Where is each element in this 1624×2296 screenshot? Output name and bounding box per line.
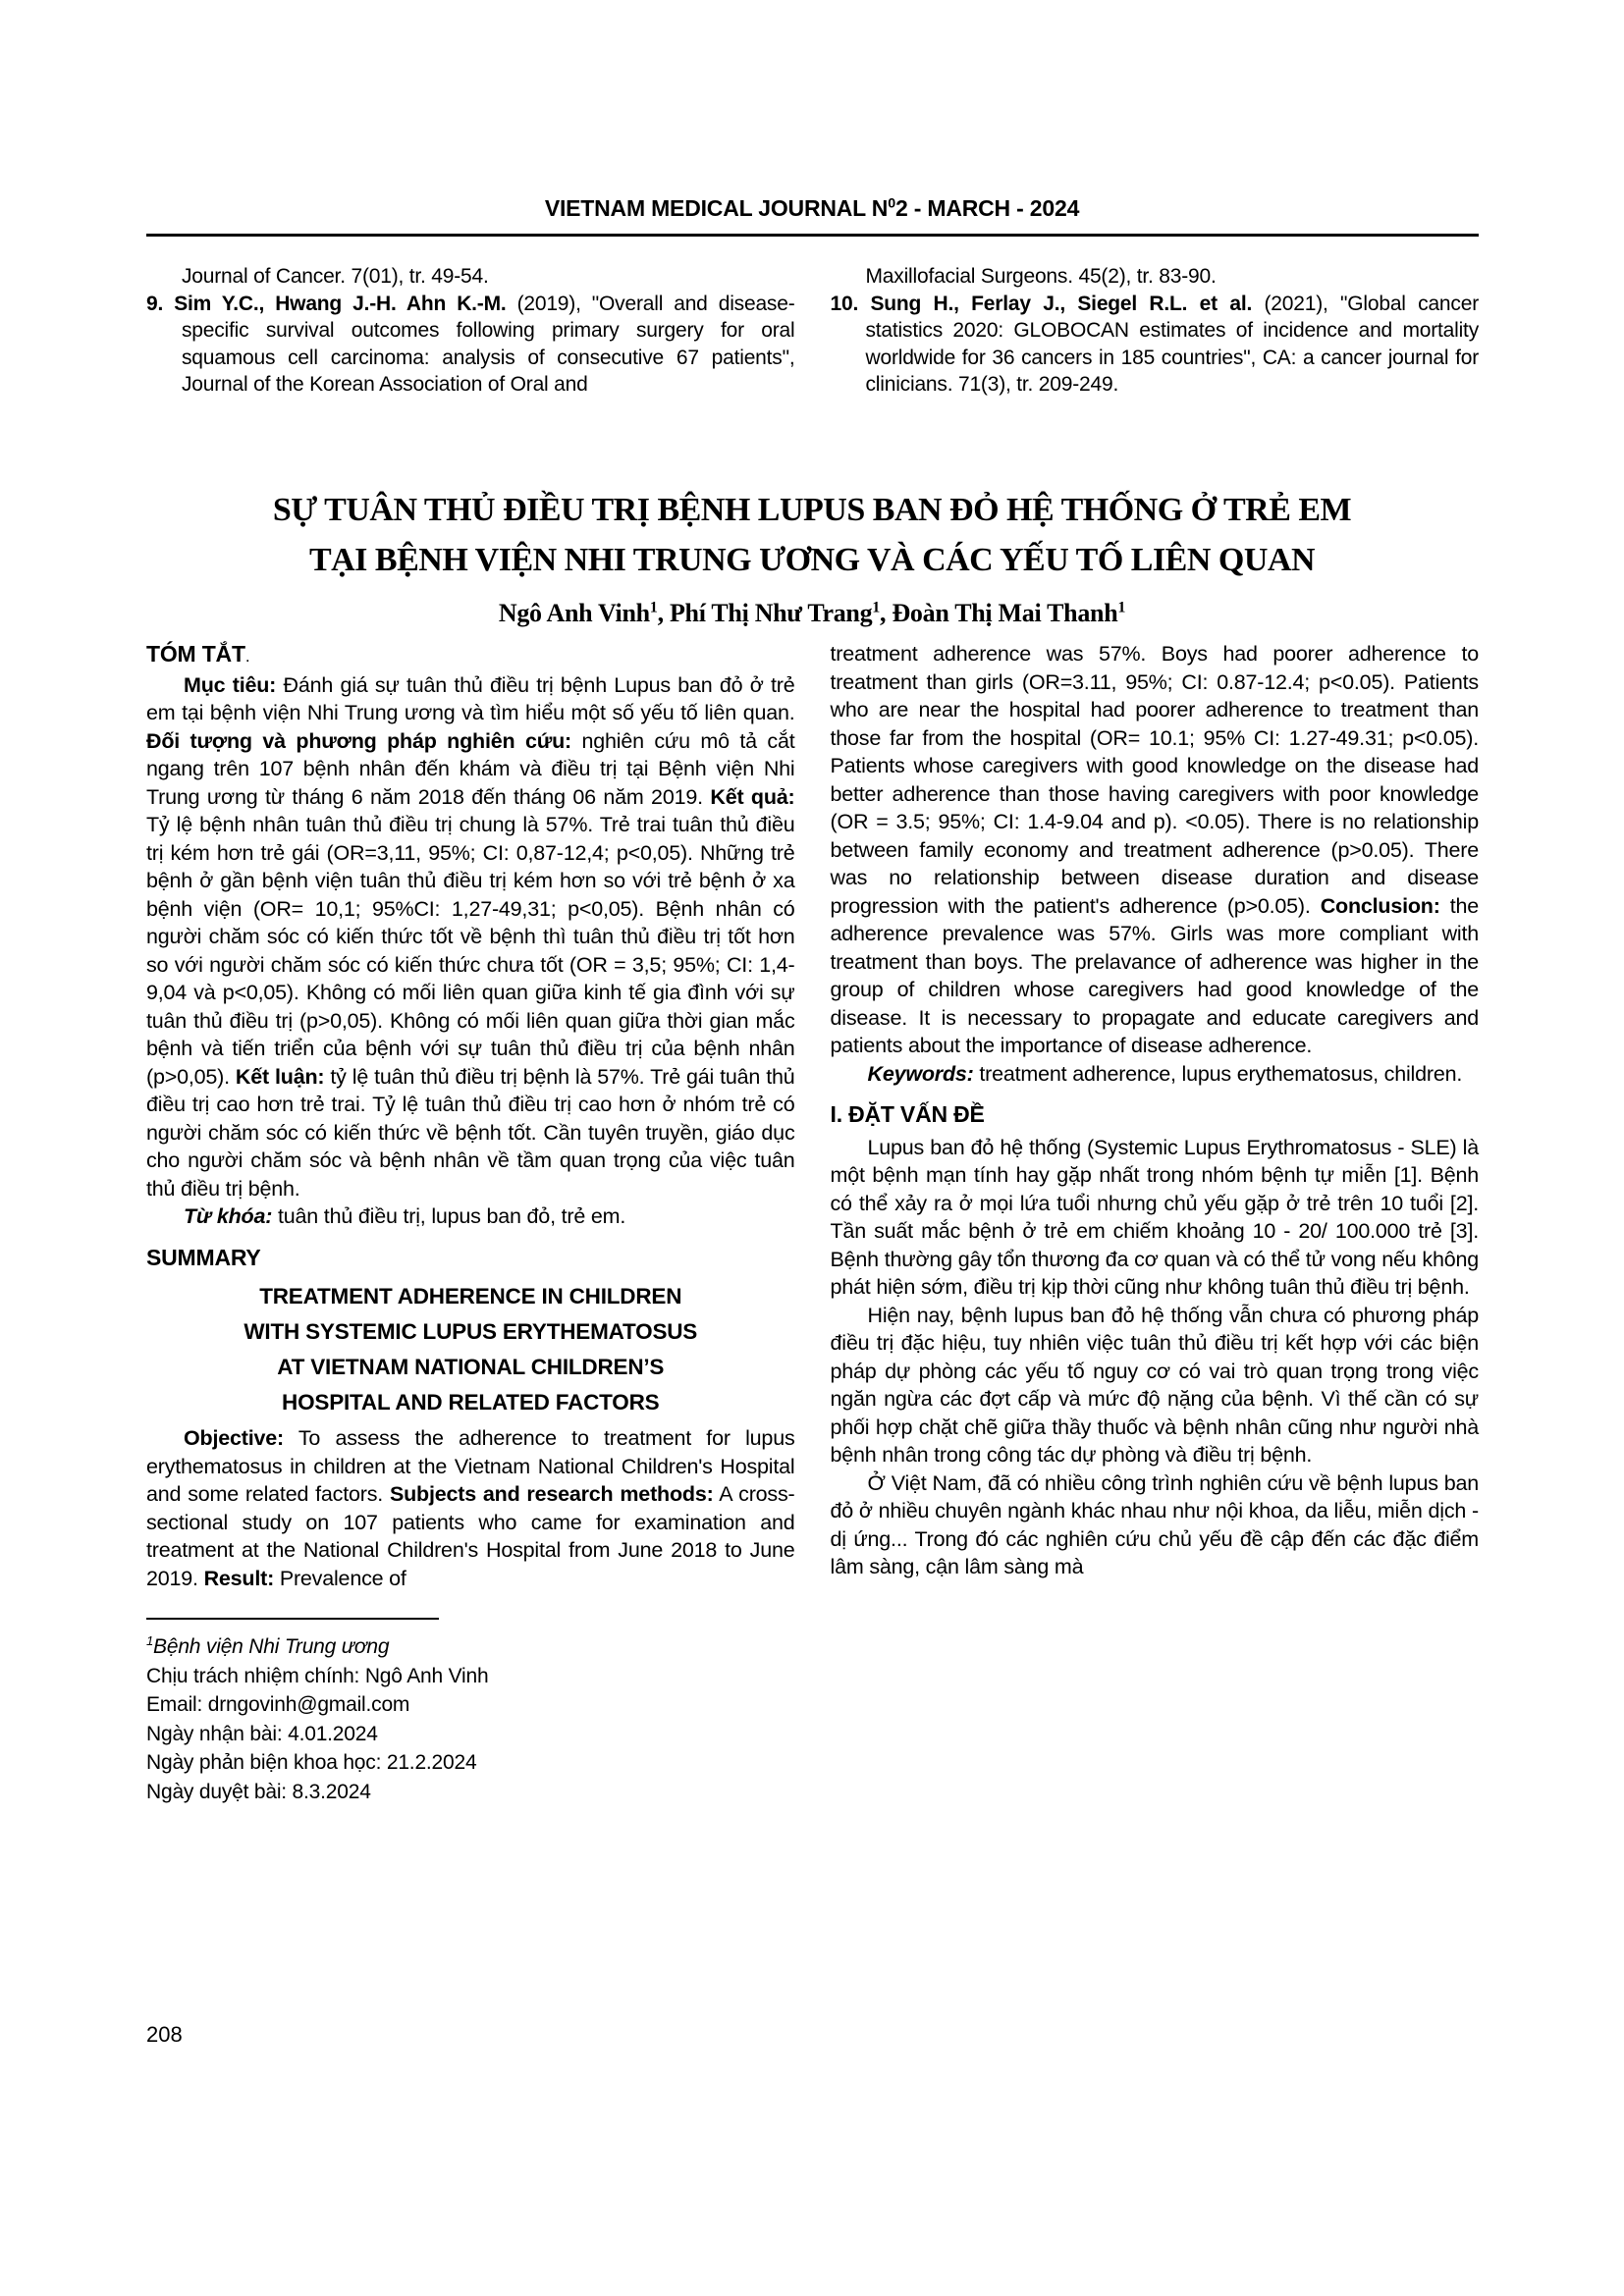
abstract-text: Prevalence of xyxy=(274,1566,406,1590)
journal-header xyxy=(0,195,1624,222)
section-heading-summary: SUMMARY xyxy=(146,1244,261,1270)
reference-text: (2021), "Global cancer statistics 2020: GLOBOCAN estimates of incidence and mortality worldwide for 36 cancers in 185 countries", CA: a cancer journal for clinicians. 71(3), tr. 209-249. xyxy=(865,292,1479,396)
reference-item-9 xyxy=(146,291,795,399)
journal-header-text-2: 2 - MARCH - 2024 xyxy=(894,195,1080,221)
reference-continuation: Journal of Cancer. 7(01), tr. 49-54. xyxy=(182,265,489,288)
reference-number: 10. xyxy=(830,292,859,315)
references-section xyxy=(146,263,1479,399)
english-title-line-4: HOSPITAL AND RELATED FACTORS xyxy=(282,1390,660,1415)
bold-lead: Mục tiêu: xyxy=(184,672,277,697)
footnote-line: Email: drngovinh@gmail.com xyxy=(146,1693,410,1716)
article-title-line-1: SỰ TUÂN THỦ ĐIỀU TRỊ BỆNH LUPUS BAN ĐỎ HỆ THỐNG Ở TRẺ EM xyxy=(272,492,1352,528)
main-content xyxy=(146,640,1479,1806)
abstract-text: To assess the adherence to treatment for lupus erythematosus in children at the Vietnam National Children's Hospital and some related factors. xyxy=(146,1426,795,1506)
footnote-line: Ngày duyệt bài: 8.3.2024 xyxy=(146,1780,371,1803)
english-title-line-2: WITH SYSTEMIC LUPUS ERYTHEMATOSUS xyxy=(244,1319,698,1344)
bold-lead: Conclusion: xyxy=(1320,893,1440,918)
keywords-english xyxy=(831,1060,1480,1089)
author-name: Phí Thị Như Trang xyxy=(669,599,873,627)
right-column xyxy=(831,640,1480,1806)
abstract-english-right xyxy=(831,640,1480,1060)
abstract-text: nghiên cứu mô tả cắt ngang trên 107 bệnh nhân đến khám và điều trị tại Bệnh viện Nhi Trung ương từ tháng 6 năm 2018 đến tháng 06 năm 2019. xyxy=(146,728,795,809)
author-affiliation-sup: 1 xyxy=(872,599,881,616)
author-affiliation-sup: 1 xyxy=(1117,599,1126,616)
reference-item-10 xyxy=(831,291,1480,399)
article-title-block xyxy=(79,485,1545,628)
abstract-text: Đánh giá sự tuân thủ điều trị bệnh Lupus ban đỏ ở trẻ em tại bệnh viện Nhi Trung ương và tìm hiểu một số yếu tố liên quan. xyxy=(146,672,795,724)
authors-line xyxy=(79,599,1545,628)
footnote-affiliation xyxy=(146,1632,795,1662)
left-column xyxy=(146,640,795,1806)
intro-paragraph-2: Hiện nay, bệnh lupus ban đỏ hệ thống vẫn chưa có phương pháp điều trị đặc hiệu, tuy nhiên việc tuân thủ điều trị kết hợp với các biện pháp dự phòng các yếu tố nguy cơ có vai trò quan trọng trong việc ngăn ngừa các đợt cấp và mức độ nặng của bệnh. Vì thế cần có sự phối hợp chặt chẽ giữa thầy thuốc và bệnh nhân cũng như người nhà bệnh nhân trong công tác dự phòng và điều trị bệnh. xyxy=(830,1303,1479,1467)
reference-authors: Sim Y.C., Hwang J.-H. Ahn K.-M. xyxy=(174,292,507,315)
references-right-column xyxy=(831,263,1480,399)
bold-lead: Subjects and research methods: xyxy=(389,1482,714,1506)
abstract-text: tỷ lệ tuân thủ điều trị bệnh là 57%. Trẻ gái tuân thủ điều trị cao hơn trẻ trai. Tỷ lệ tuân thủ điều trị cao hơn ở nhóm trẻ có người chăm sóc có kiến thức về bệnh tốt. Cần tuyên truyền, giáo dục cho người chăm sóc và bệnh nhân về tầm quan trọng của việc tuân thủ điều trị bệnh. xyxy=(146,1064,795,1201)
bold-lead: Đối tượng và phương pháp nghiên cứu: xyxy=(146,728,571,753)
abstract-text: Tỷ lệ bệnh nhân tuân thủ điều trị chung là 57%. Trẻ trai tuân thủ điều trị kém hơn trẻ gái (OR=3,11, 95%; CI: 0,87-12,4; p<0,05). Những trẻ bệnh ở gần bệnh viện tuân thủ điều trị kém hơn so với trẻ bệnh ở xa bệnh viện (OR= 10,1; 95%CI: 1,27-49,31; p<0,05). Bệnh nhân có người chăm sóc có kiến thức tốt về bệnh thì tuân thủ điều trị tốt hơn so với người chăm sóc có kiến thức chưa tốt (OR = 3,5; 95%; CI: 1,4-9,04 và p<0,05). Không có mối liên quan giữa kinh tế gia đình với sự tuân thủ điều trị (p>0,05). Không có mối liên quan giữa thời gian mắc bệnh và tiến triển của bệnh với sự tuân thủ điều trị của bệnh nhân (p>0,05). xyxy=(146,813,795,1089)
footnote-line: Ngày nhận bài: 4.01.2024 xyxy=(146,1722,378,1745)
footnote-affiliation-sup: 1 xyxy=(146,1633,154,1648)
journal-header-sup: 0 xyxy=(888,195,895,212)
abstract-text: A cross-sectional study on 107 patients who came for examination and treatment at the National Children's Hospital from June 2018 to June 2019. xyxy=(146,1482,795,1590)
abstract-english-left xyxy=(146,1424,795,1592)
section-heading-tom-tat xyxy=(146,640,795,671)
footnote-line: Chịu trách nhiệm chính: Ngô Anh Vinh xyxy=(146,1664,489,1687)
journal-header-text: VIETNAM MEDICAL JOURNAL N xyxy=(544,195,889,221)
bold-lead: Result: xyxy=(203,1566,275,1590)
abstract-text: treatment adherence was 57%. Boys had poorer adherence to treatment than girls (OR=3.11, 95%; CI: 0.87-12.4; p<0.05). Patients who are near the hospital had poorer adherence to treatment than those far from the hospital (OR= 10.1; 95% CI: 1.27-49.31; p<0.05). Patients whose caregivers with good knowledge on the disease had better adherence than those having caregivers with poor knowledge (OR = 3.5; 95%; CI: 1.4-9.04 and p). <0.05). There is no relationship between family economy and treatment adherence (p>0.05). There was no relationship between disease duration and disease progression with the patient's adherence (p>0.05). xyxy=(830,642,1479,918)
section-heading-text: TÓM TẮT xyxy=(146,641,245,667)
english-title-line-1: TREATMENT ADHERENCE IN CHILDREN xyxy=(259,1284,682,1308)
bold-lead: Kết luận: xyxy=(235,1064,325,1089)
author-name: Đoàn Thị Mai Thanh xyxy=(892,599,1118,627)
abstract-text: the adherence prevalence was 57%. Girls was more compliant with treatment than boys. The prelavance of adherence was higher in the group of children whose caregivers had good knowledge of the disease. It is necessary to propagate and educate caregivers and patients about the importance of disease adherence. xyxy=(830,893,1479,1057)
keywords-lead: Từ khóa: xyxy=(184,1204,273,1228)
page-number: 208 xyxy=(146,2022,183,2047)
bold-lead: Kết quả: xyxy=(710,784,795,809)
footnote xyxy=(146,1618,795,1806)
heading-dot: . xyxy=(244,647,250,666)
intro-paragraph-1: Lupus ban đỏ hệ thống (Systemic Lupus Erythromatosus - SLE) là một bệnh mạn tính hay gặp nhất trong nhóm bệnh tự miễn [1]. Bệnh có thể xảy ra ở mọi lứa tuổi nhưng chủ yếu gặp ở trẻ trên 10 tuổi [2]. Tần suất mắc bệnh ở trẻ em chiếm khoảng 10 - 20/ 100.000 trẻ [3]. Bệnh thường gây tổn thương đa cơ quan và có thể tử vong nếu không phát hiện sớm, điều trị kịp thời cũng như không tuân thủ điều trị bệnh. xyxy=(830,1135,1479,1299)
keywords-text: tuân thủ điều trị, lupus ban đỏ, trẻ em. xyxy=(272,1204,626,1228)
author-separator: , xyxy=(880,599,893,627)
intro-paragraph-3: Ở Việt Nam, đã có nhiều công trình nghiên cứu về bệnh lupus ban đỏ ở nhiều chuyên ngành khác nhau như nội khoa, da liễu, miễn dịch - dị ứng... Trong đó các nghiên cứu chủ yếu đề cập đến các đặc điểm lâm sàng, cận lâm sàng mà xyxy=(830,1470,1479,1578)
footnote-rule xyxy=(146,1618,439,1620)
article-title-line-2: TẠI BỆNH VIỆN NHI TRUNG ƯƠNG VÀ CÁC YẾU TỐ LIÊN QUAN xyxy=(308,542,1316,578)
footnote-line: Ngày phản biện khoa học: 21.2.2024 xyxy=(146,1751,477,1774)
keywords-vietnamese xyxy=(146,1202,795,1231)
reference-text: (2019), "Overall and disease-specific survival outcomes following primary surgery for oral squamous cell carcinoma: analysis of consecutive 67 patients", Journal of the Korean Association of Oral and xyxy=(182,292,795,396)
bold-lead: Objective: xyxy=(184,1426,284,1450)
reference-authors: Sung H., Ferlay J., Siegel R.L. et al. xyxy=(870,292,1253,315)
author-affiliation-sup: 1 xyxy=(649,599,658,616)
header-rule xyxy=(146,234,1479,237)
author-separator: , xyxy=(657,599,670,627)
references-left-column xyxy=(146,263,795,399)
abstract-vietnamese xyxy=(146,671,795,1203)
keywords-lead: Keywords: xyxy=(867,1061,974,1086)
keywords-text: treatment adherence, lupus erythematosus, children. xyxy=(973,1061,1463,1086)
footnote-affiliation-text: Bệnh viện Nhi Trung ương xyxy=(153,1635,390,1658)
section-heading-dat-van-de: I. ĐẶT VẤN ĐỀ xyxy=(830,1101,985,1127)
english-title-line-3: AT VIETNAM NATIONAL CHILDREN’S xyxy=(277,1355,665,1379)
english-title xyxy=(146,1279,795,1420)
reference-number: 9. xyxy=(146,292,164,315)
reference-continuation: Maxillofacial Surgeons. 45(2), tr. 83-90. xyxy=(865,265,1217,288)
author-name: Ngô Anh Vinh xyxy=(498,599,650,627)
